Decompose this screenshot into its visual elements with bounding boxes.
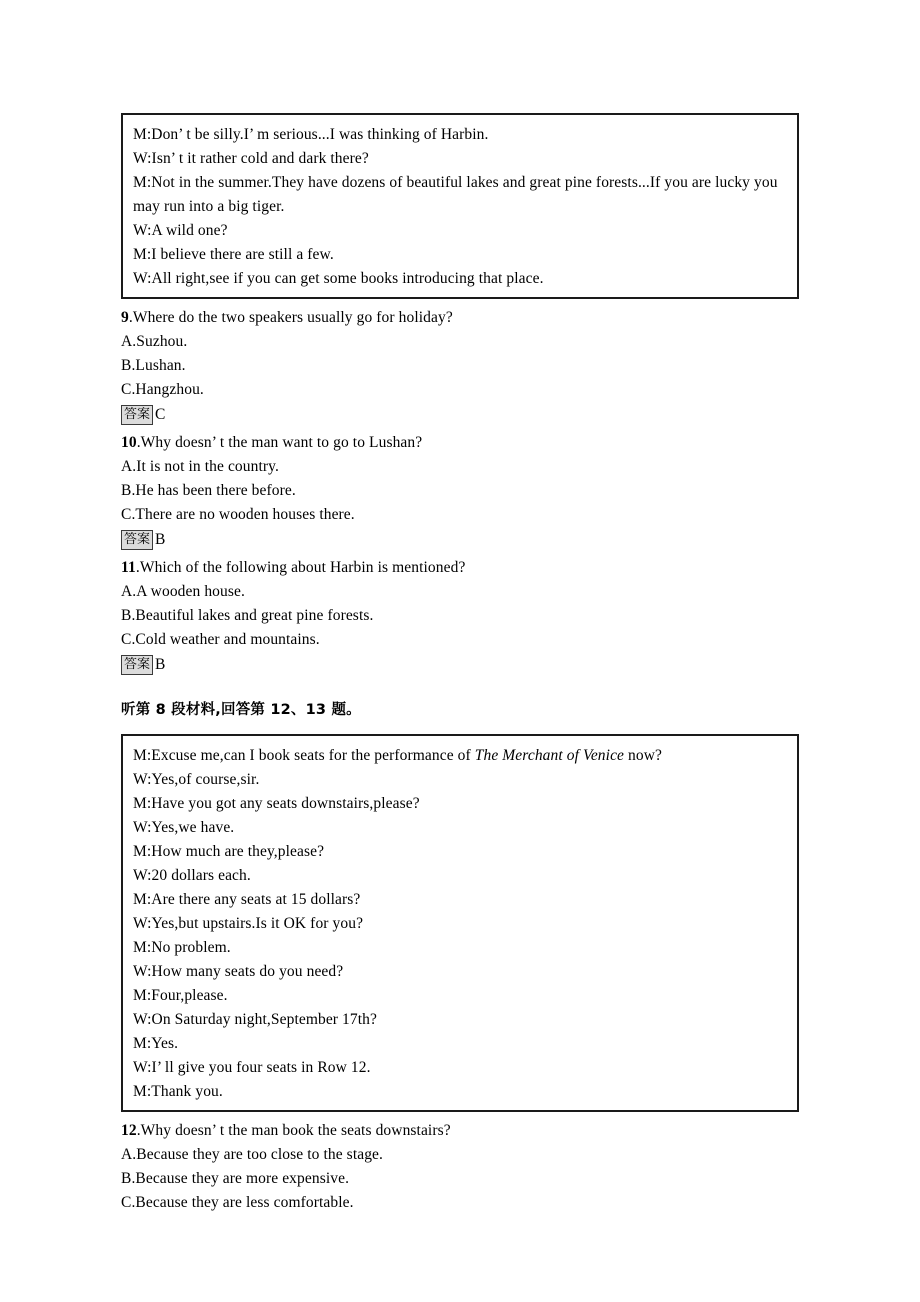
question-block-11 <box>121 556 799 677</box>
question-text: .Why doesn’ t the man want to go to Lushan? <box>136 434 423 451</box>
dialogue-line: W:A wild one? <box>133 222 228 239</box>
question-block-12 <box>121 1119 799 1215</box>
question-option-c[interactable]: C.Because they are less comfortable. <box>121 1194 354 1211</box>
dialogue-line: W:Yes,we have. <box>133 819 235 836</box>
dialogue-line: M:Thank you. <box>133 1083 223 1100</box>
question-option-b[interactable]: B.Lushan. <box>121 357 186 374</box>
dialogue-line <box>133 744 787 768</box>
dialogue-line: M:No problem. <box>133 939 231 956</box>
answer-row <box>121 653 799 677</box>
question-option-a[interactable]: A.It is not in the country. <box>121 458 279 475</box>
question-stem <box>121 556 799 580</box>
dialogue-line: M:Yes. <box>133 1035 179 1052</box>
question-number: 10 <box>121 434 137 451</box>
question-option-b[interactable]: B.Beautiful lakes and great pine forests. <box>121 607 374 624</box>
question-option-b[interactable]: B.Because they are more expensive. <box>121 1170 350 1187</box>
dialogue-line: W:How many seats do you need? <box>133 963 344 980</box>
question-stem <box>121 431 799 455</box>
question-option-c[interactable]: C.Cold weather and mountains. <box>121 631 320 648</box>
question-text: .Which of the following about Harbin is mentioned? <box>135 559 466 576</box>
question-option-c[interactable]: C.There are no wooden houses there. <box>121 506 355 523</box>
question-block-9 <box>121 306 799 427</box>
dialogue-line: M:Not in the summer.They have dozens of beautiful lakes and great pine forests...If you are lucky you may run into a big tiger. <box>133 174 778 215</box>
spacer <box>121 299 799 302</box>
dialogue-line: W:I’ ll give you four seats in Row 12. <box>133 1059 371 1076</box>
question-text: .Where do the two speakers usually go for holiday? <box>128 309 453 326</box>
dialogue-line: M:Don’ t be silly.I’ m serious...I was thinking of Harbin. <box>133 126 489 143</box>
question-block-10 <box>121 431 799 552</box>
question-text: .Why doesn’ t the man book the seats downstairs? <box>136 1122 451 1139</box>
answer-value: C <box>155 406 166 423</box>
question-option-b[interactable]: B.He has been there before. <box>121 482 296 499</box>
dialogue-line: M:Four,please. <box>133 987 228 1004</box>
spacer <box>121 1112 799 1115</box>
dialogue-line: M:How much are they,please? <box>133 843 325 860</box>
dialogue-transcript-box-2 <box>121 734 799 1112</box>
section-heading-material-8: 听第 8 段材料,回答第 12、13 题。 <box>121 702 361 718</box>
question-stem <box>121 1119 799 1143</box>
dialogue-line: W:On Saturday night,September 17th? <box>133 1011 377 1028</box>
answer-label-badge: 答案 <box>121 530 153 550</box>
question-stem <box>121 306 799 330</box>
dialogue-line: W:Yes,but upstairs.Is it OK for you? <box>133 915 364 932</box>
dialogue-line: W:20 dollars each. <box>133 867 251 884</box>
question-number: 12 <box>121 1122 137 1139</box>
answer-label-badge: 答案 <box>121 405 153 425</box>
dialogue-transcript-box-1 <box>121 113 799 299</box>
dialogue-line: W:Isn’ t it rather cold and dark there? <box>133 150 369 167</box>
dialogue-line: M:Have you got any seats downstairs,please? <box>133 795 420 812</box>
dialogue-line: M:Are there any seats at 15 dollars? <box>133 891 361 908</box>
play-title-italic: The Merchant of Venice <box>474 747 625 764</box>
answer-row <box>121 528 799 552</box>
answer-row <box>121 403 799 427</box>
answer-value: B <box>155 531 166 548</box>
question-option-c[interactable]: C.Hangzhou. <box>121 381 204 398</box>
answer-value: B <box>155 656 166 673</box>
dialogue-line: W:All right,see if you can get some books introducing that place. <box>133 270 544 287</box>
question-option-a[interactable]: A.Suzhou. <box>121 333 188 350</box>
dialogue-text-after: now? <box>624 747 662 764</box>
question-option-a[interactable]: A.Because they are too close to the stage. <box>121 1146 384 1163</box>
question-number: 9 <box>121 309 129 326</box>
dialogue-text-before: M:Excuse me,can I book seats for the performance of <box>133 747 475 764</box>
page-content <box>121 113 799 1215</box>
question-number: 11 <box>121 559 136 576</box>
dialogue-line: W:Yes,of course,sir. <box>133 771 260 788</box>
dialogue-line: M:I believe there are still a few. <box>133 246 334 263</box>
question-option-a[interactable]: A.A wooden house. <box>121 583 245 600</box>
answer-label-badge: 答案 <box>121 655 153 675</box>
